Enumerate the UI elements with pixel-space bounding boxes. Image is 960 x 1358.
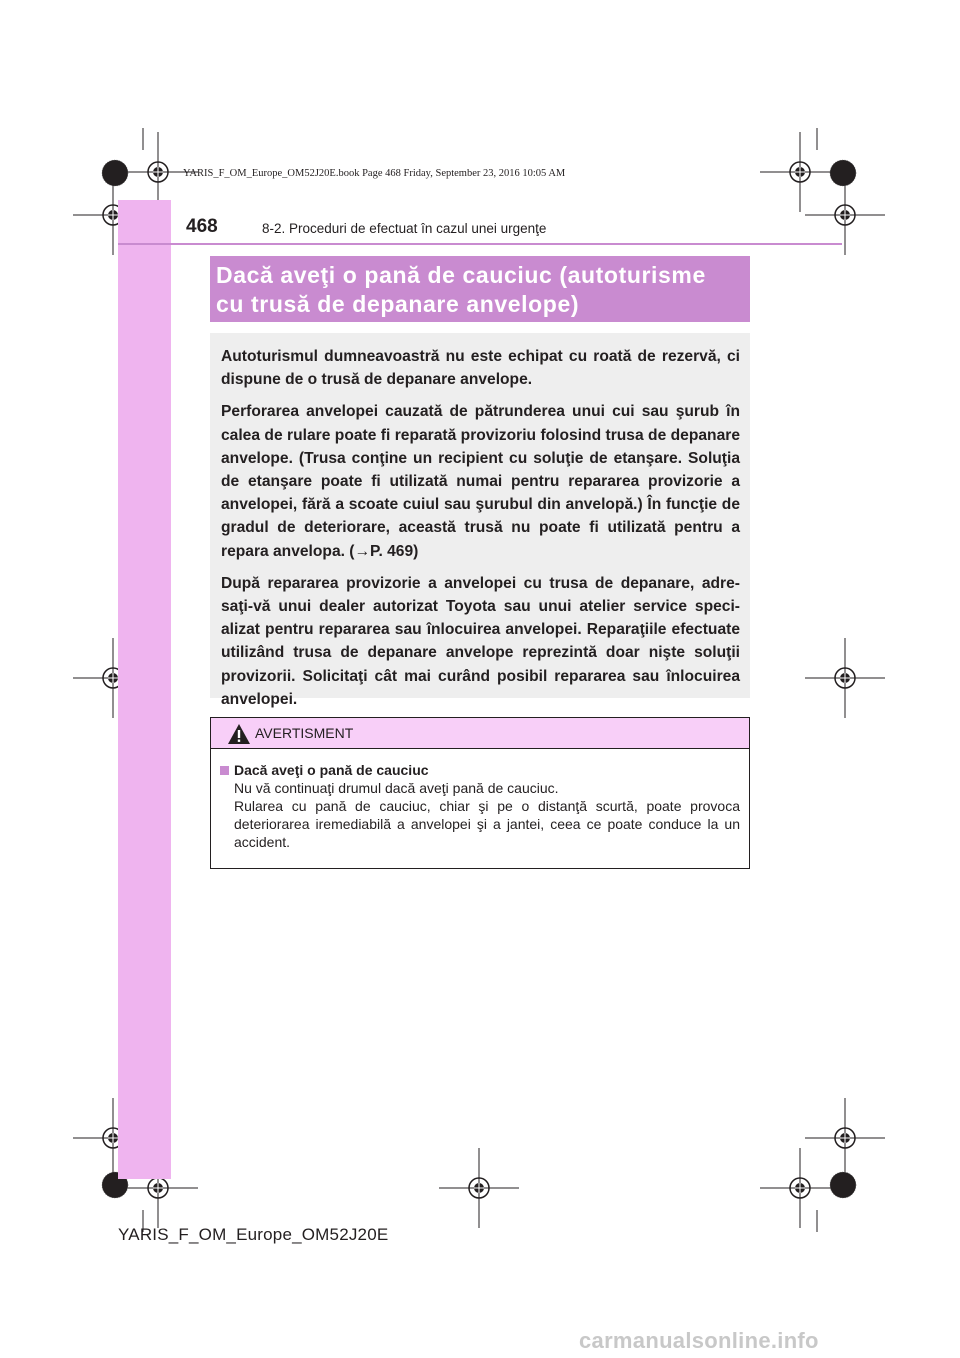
title-line-2: cu trusă de depanare anvelope)	[216, 291, 580, 317]
title-line-1: Dacă aveţi o pană de cauciuc (autoturisme	[216, 262, 706, 288]
warning-line: Nu vă continuaţi drumul dacă aveţi pană de cauciuc.	[234, 780, 559, 796]
file-info: YARIS_F_OM_Europe_OM52J20E.book Page 468 Friday, September 23, 2016 10:05 AM	[183, 168, 566, 179]
intro-paragraph: Autoturismul dumneavoastră nu este echipat cu roată de rezervă, ci dispune de o trusă de depanare anvelope.	[221, 348, 740, 389]
warning-header	[211, 718, 749, 749]
side-tab-band-top	[118, 200, 171, 215]
warning-item-title-text: Dacă aveţi o pană de cauciuc	[234, 762, 429, 778]
warning-item-title	[220, 761, 740, 779]
page-number: 468	[186, 216, 218, 237]
warning-line: Rularea cu pană de cauciuc, chiar şi pe o distanţă scurtă, poate provoca deteriorarea iremediabilă a anvelopei şi a jantei, ceea ce poate conduce la un accident.	[234, 798, 740, 850]
watermark: carmanualsonline.info	[579, 1328, 819, 1353]
warning-body	[211, 749, 749, 851]
side-tab-band	[118, 215, 171, 1179]
title-box	[210, 256, 750, 322]
footer-code: YARIS_F_OM_Europe_OM52J20E	[118, 1225, 389, 1244]
intro-paragraph: Perforarea anvelopei cauzată de pătrunderea unui cui sau şurub în calea de rulare poate fi reparată provizoriu folosind trusa de depanare anvelope. (Trusa conţine un recipient cu soluţie de etanşare. Soluţia de etanşare poate fi utilizată numai pentru repararea provizorie a anvelopei, fără a scoate cuiul sau şurubul din anvelopă.) În funcţie de gradul de deteriorare, această trusă nu poate fi utilizată pentru a repara anvelopa. (→P. 469)	[221, 403, 740, 560]
warning-label: AVERTISMENT	[255, 725, 354, 741]
warning-box	[210, 717, 750, 869]
intro-box	[210, 333, 750, 708]
warning-triangle-icon	[227, 723, 251, 745]
intro-paragraph: După repararea provizorie a anvelopei cu trusa de depanare, adre-saţi-vă unui dealer autorizat Toyota sau unui atelier service speci-alizat pentru repararea sau înlocuirea anvelopei. Reparaţiile efectuate utilizând trusa de depanare anvelope reprezintă doar nişte soluţii provizorii. Solicitaţi cât mai curând posibil repararea sau înlocuirea anvelopei.	[221, 574, 740, 708]
section-title: 8-2. Proceduri de efectuat în cazul unei urgenţe	[262, 221, 547, 236]
bullet-square-icon	[220, 766, 229, 775]
warning-text	[220, 779, 740, 851]
header-rule	[118, 243, 842, 245]
